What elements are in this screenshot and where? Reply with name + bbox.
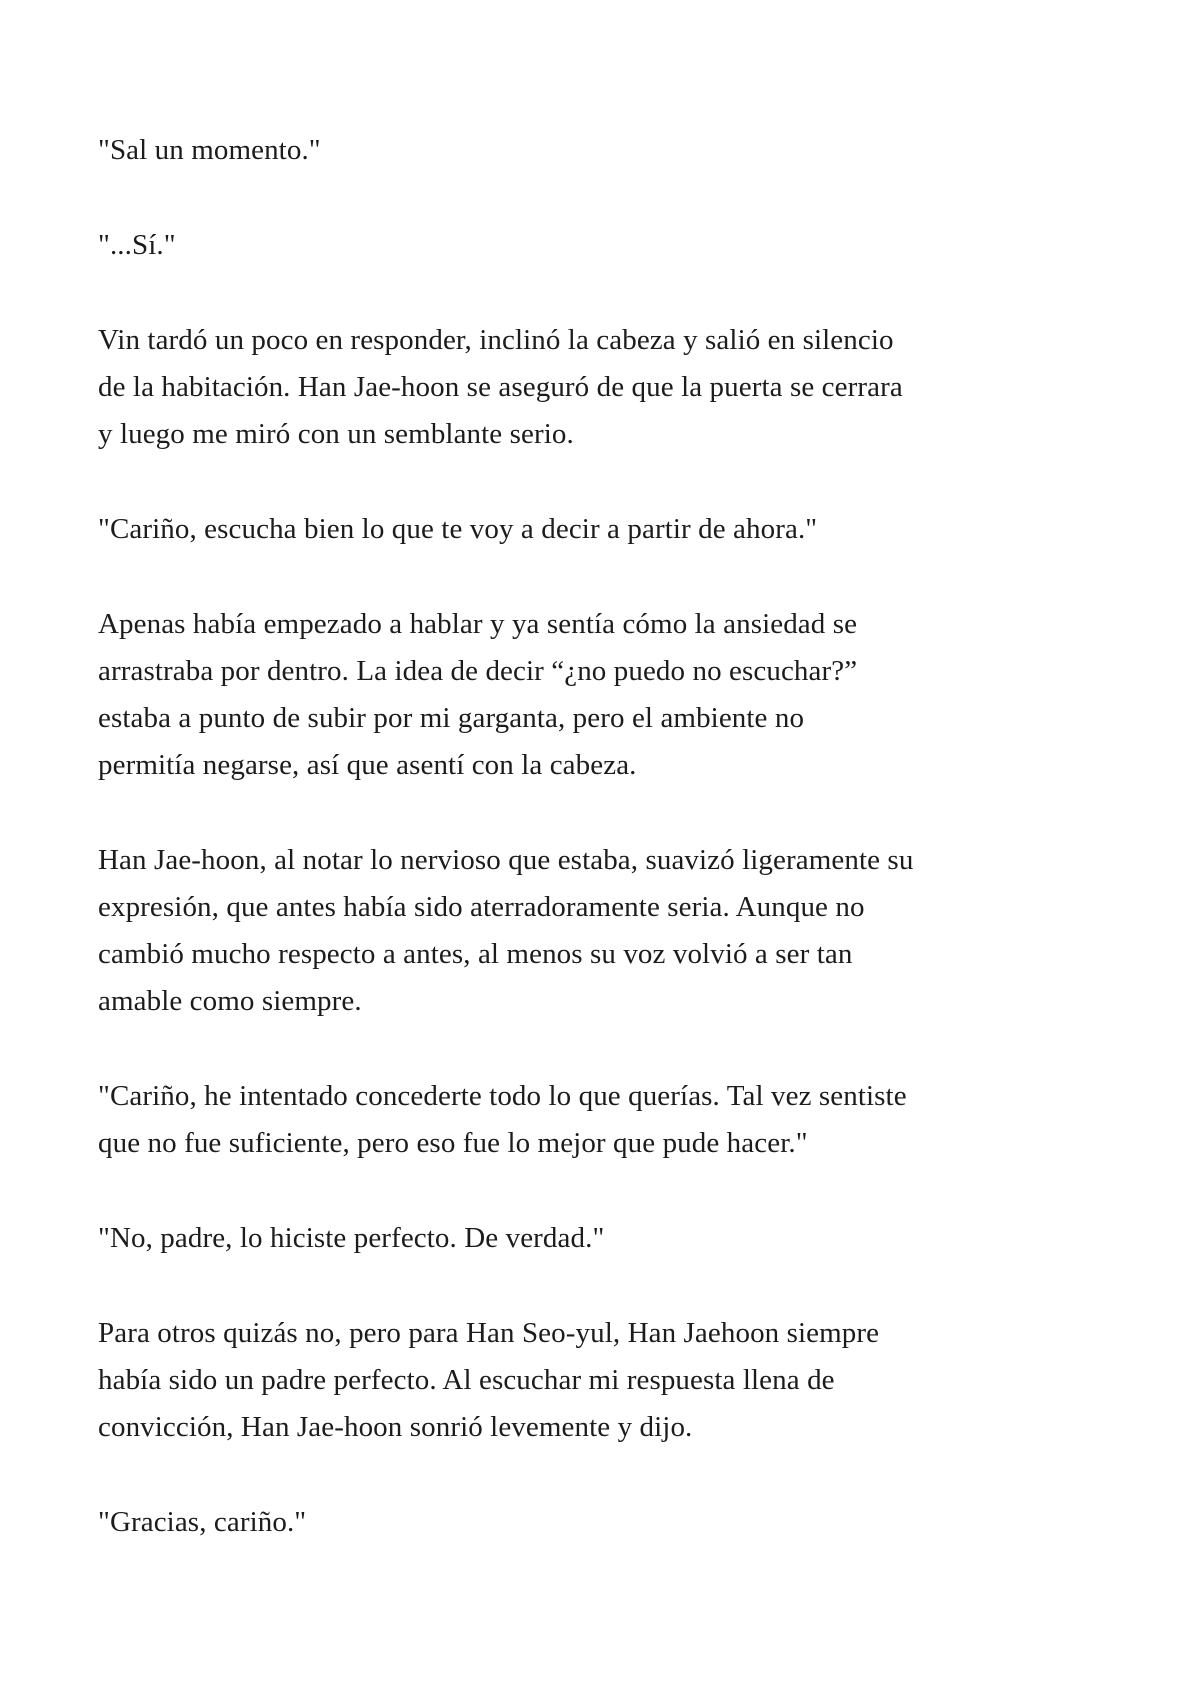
text-line: había sido un padre perfecto. Al escuchar mi respuesta llena de (98, 1364, 835, 1396)
text-line: permitía negarse, así que asentí con la cabeza. (98, 749, 637, 781)
text-line: "Cariño, escucha bien lo que te voy a decir a partir de ahora." (98, 513, 818, 545)
paragraph (98, 601, 1110, 789)
paragraph (98, 222, 1110, 269)
text-line: estaba a punto de subir por mi garganta, pero el ambiente no (98, 702, 805, 734)
text-line: de la habitación. Han Jae-hoon se aseguró de que la puerta se cerrara (98, 371, 903, 403)
text-line: convicción, Han Jae-hoon sonrió levemente y dijo. (98, 1411, 693, 1443)
paragraph (98, 1310, 1110, 1451)
text-line: Han Jae-hoon, al notar lo nervioso que estaba, suavizó ligeramente su (98, 844, 914, 876)
paragraph (98, 1215, 1110, 1262)
text-line: "Cariño, he intentado concederte todo lo que querías. Tal vez sentiste (98, 1080, 907, 1112)
paragraph (98, 317, 1110, 458)
text-line: amable como siempre. (98, 985, 362, 1017)
text-line: "Gracias, cariño." (98, 1506, 307, 1538)
text-line: "...Sí." (98, 229, 176, 261)
text-line: Para otros quizás no, pero para Han Seo-yul, Han Jaehoon siempre (98, 1317, 880, 1349)
text-line: arrastraba por dentro. La idea de decir “¿no puedo no escuchar?” (98, 655, 858, 687)
paragraph (98, 127, 1110, 174)
text-line: Apenas había empezado a hablar y ya sentía cómo la ansiedad se (98, 608, 858, 640)
text-line: "Sal un momento." (98, 134, 321, 166)
text-line: y luego me miró con un semblante serio. (98, 418, 574, 450)
text-line: expresión, que antes había sido aterradoramente seria. Aunque no (98, 891, 865, 923)
text-line: que no fue suficiente, pero eso fue lo mejor que pude hacer." (98, 1127, 808, 1159)
paragraph (98, 837, 1110, 1025)
paragraph (98, 506, 1110, 553)
text-line: cambió mucho respecto a antes, al menos su voz volvió a ser tan (98, 938, 853, 970)
text-line: "No, padre, lo hiciste perfecto. De verdad." (98, 1222, 605, 1254)
text-line: Vin tardó un poco en responder, inclinó la cabeza y salió en silencio (98, 324, 894, 356)
paragraph (98, 1499, 1110, 1546)
paragraph (98, 1073, 1110, 1167)
